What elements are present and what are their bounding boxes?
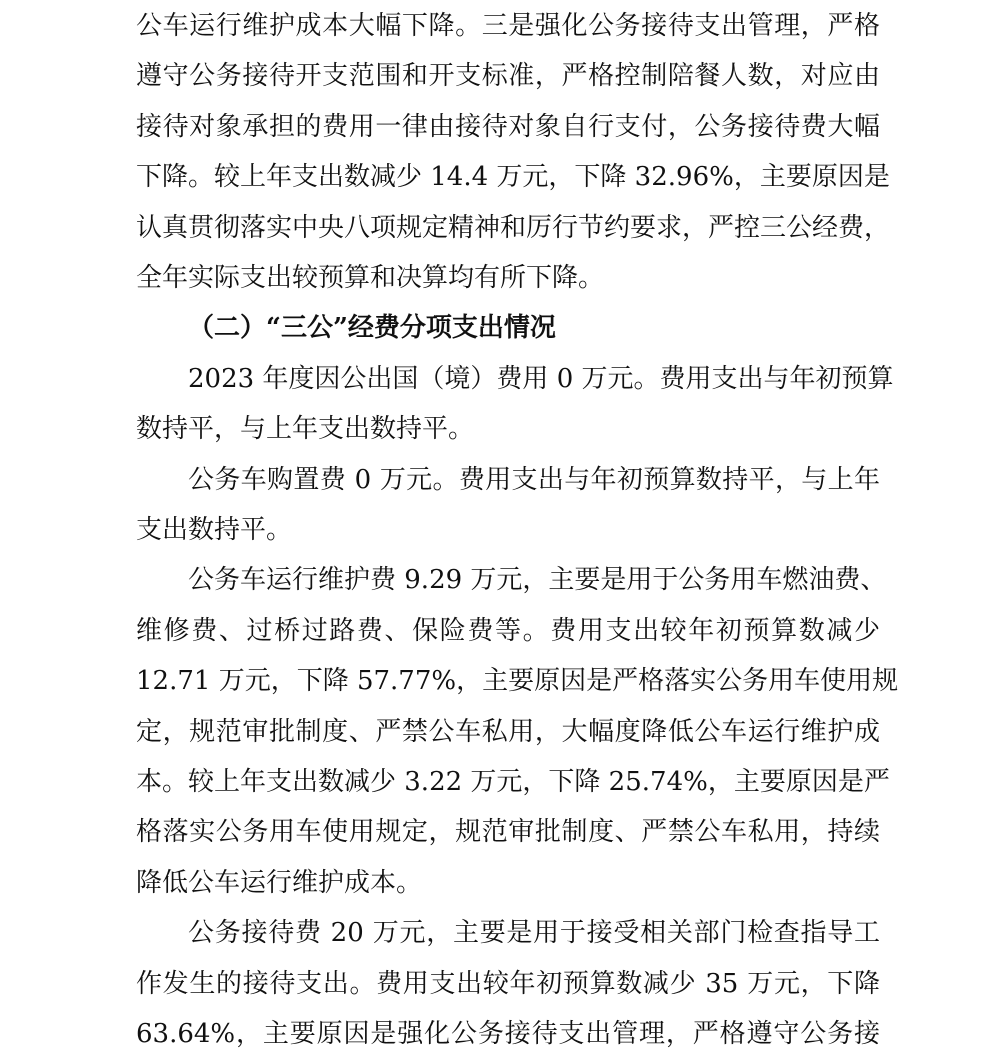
section-heading: （二）“三公”经费分项支出情况 xyxy=(188,313,556,343)
paragraph-line: 格落实公务用车使用规定，规范审批制度、严禁公车私用，持续 xyxy=(136,817,880,847)
paragraph-line: 2023 年度因公出国（境）费用 0 万元。费用支出与年初预算 xyxy=(188,364,894,394)
paragraph-line: 接待对象承担的费用一律由接待对象自行支付，公务接待费大幅 xyxy=(136,112,880,142)
paragraph-line: 本。较上年支出数减少 3.22 万元，下降 25.74%，主要原因是严 xyxy=(136,767,890,797)
paragraph-line: 12.71 万元，下降 57.77%，主要原因是严格落实公务用车使用规 xyxy=(136,666,899,696)
paragraph-line: 支出数持平。 xyxy=(136,515,293,545)
paragraph-line: 公务车购置费 0 万元。费用支出与年初预算数持平，与上年 xyxy=(188,465,880,495)
paragraph-line: 定，规范审批制度、严禁公车私用，大幅度降低公车运行维护成 xyxy=(136,717,880,747)
paragraph-line: 63.64%，主要原因是强化公务接待支出管理，严格遵守公务接 xyxy=(136,1019,880,1049)
paragraph-line: 全年实际支出较预算和决算均有所下降。 xyxy=(136,263,605,293)
paragraph-line: 公务车运行维护费 9.29 万元，主要是用于公务用车燃油费、 xyxy=(188,565,887,595)
paragraph-line: 作发生的接待支出。费用支出较年初预算数减少 35 万元，下降 xyxy=(136,969,880,999)
paragraph-line: 降低公车运行维护成本。 xyxy=(136,868,423,898)
paragraph-line: 维修费、过桥过路费、保险费等。费用支出较年初预算数减少 xyxy=(136,616,880,646)
paragraph-line: 下降。较上年支出数减少 14.4 万元，下降 32.96%，主要原因是 xyxy=(136,162,890,192)
paragraph-line: 认真贯彻落实中央八项规定精神和厉行节约要求，严控三公经费， xyxy=(136,213,891,243)
paragraph-line: 公车运行维护成本大幅下降。三是强化公务接待支出管理，严格 xyxy=(136,11,880,41)
paragraph-line: 遵守公务接待开支范围和开支标准，严格控制陪餐人数，对应由 xyxy=(136,61,880,91)
paragraph-line: 数持平，与上年支出数持平。 xyxy=(136,414,475,444)
paragraph-line: 公务接待费 20 万元，主要是用于接受相关部门检查指导工 xyxy=(188,918,880,948)
